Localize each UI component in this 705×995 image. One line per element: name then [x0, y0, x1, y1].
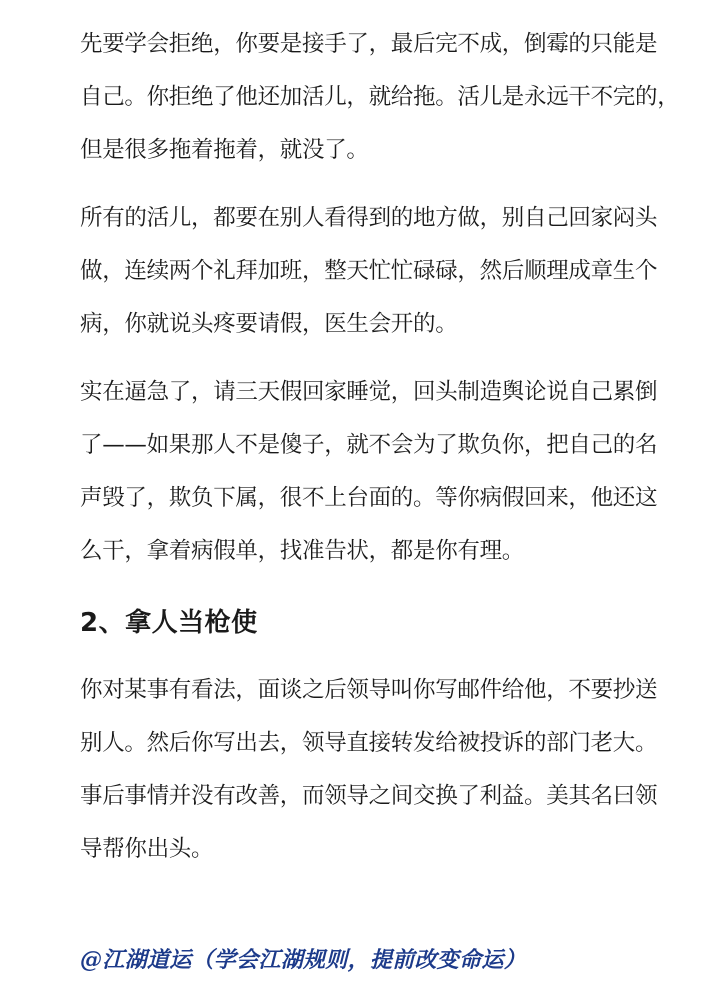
- section-heading: 2、拿人当枪使: [80, 608, 258, 638]
- text-line: 事后事情并没有改善，而领导之间交换了利益。美其名曰领: [80, 783, 658, 809]
- text-line: 先要学会拒绝，你要是接手了，最后完不成，倒霉的只能是: [80, 31, 658, 57]
- text-line: 病，你就说头疼要请假，医生会开的。: [80, 311, 458, 337]
- text-line: 但是很多拖着拖着，就没了。: [80, 137, 369, 163]
- text-line: 么干，拿着病假单，找准告状，都是你有理。: [80, 538, 525, 564]
- text-line: 自己。你拒绝了他还加活儿，就给拖。活儿是永远干不完的，: [80, 84, 680, 110]
- text-line: 导帮你出头。: [80, 836, 214, 862]
- paragraph-visible-work: [80, 192, 658, 351]
- text-line: 做，连续两个礼拜加班，整天忙忙碌碌，然后顺理成章生个: [80, 258, 658, 284]
- paragraph-used-as-gun: [80, 664, 658, 876]
- text-line: 实在逼急了，请三天假回家睡觉，回头制造舆论说自己累倒: [80, 379, 658, 405]
- paragraph-refuse-work: [80, 18, 680, 177]
- text-line: 你对某事有看法，面谈之后领导叫你写邮件给他，不要抄送: [80, 677, 658, 703]
- text-line: 了——如果那人不是傻子，就不会为了欺负你，把自己的名: [80, 432, 658, 458]
- paragraph-sick-leave: [80, 366, 658, 578]
- text-line: 别人。然后你写出去，领导直接转发给被投诉的部门老大。: [80, 730, 658, 756]
- watermark-dots: [475, 727, 505, 745]
- text-line: 所有的活儿，都要在别人看得到的地方做，别自己回家闷头: [80, 205, 658, 231]
- footer-signature: @江湖道运（学会江湖规则，提前改变命运）: [80, 947, 527, 973]
- text-line: 声毁了，欺负下属，很不上台面的。等你病假回来，他还这: [80, 485, 658, 511]
